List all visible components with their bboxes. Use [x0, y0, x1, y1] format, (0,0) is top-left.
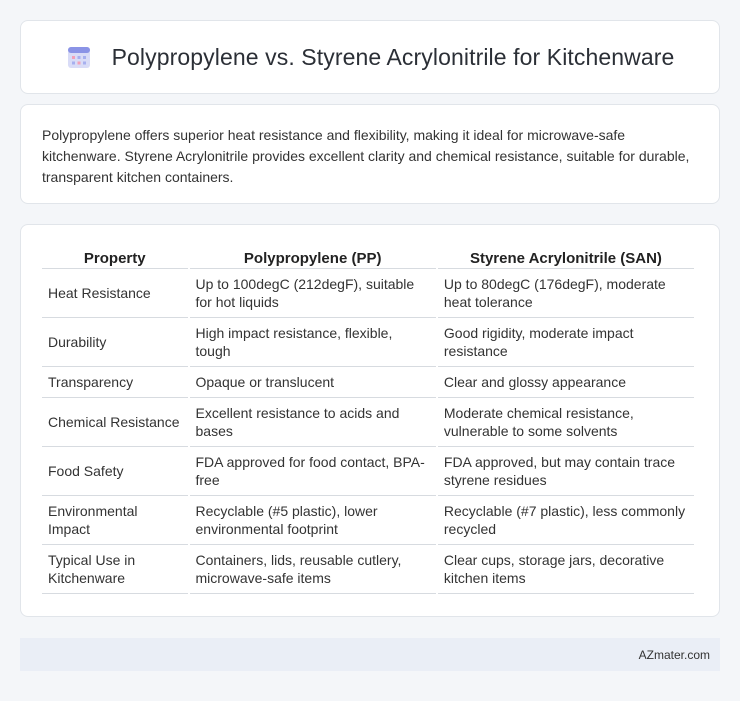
- table-row: [42, 269, 694, 318]
- summary-text: Polypropylene offers superior heat resistance and flexibility, making it ideal for microwave-safe kitchenware. Styrene Acrylonitrile provides excellent clarity and chemical resistance, suitable for durable, transparent kitchen containers.: [42, 127, 690, 185]
- san-cell: Clear cups, storage jars, decorative kitchen items: [438, 545, 694, 594]
- property-cell: Chemical Resistance: [42, 398, 188, 447]
- property-cell: Transparency: [42, 367, 188, 398]
- column-header-pp: Polypropylene (PP): [190, 243, 436, 269]
- header-card: [20, 20, 720, 94]
- pp-cell: High impact resistance, flexible, tough: [190, 318, 436, 367]
- pp-cell: Up to 100degC (212degF), suitable for hot liquids: [190, 269, 436, 318]
- table-row: [42, 318, 694, 367]
- property-cell: Environmental Impact: [42, 496, 188, 545]
- comparison-table: [40, 243, 696, 594]
- pp-cell: Opaque or translucent: [190, 367, 436, 398]
- pp-cell: Containers, lids, reusable cutlery, microwave-safe items: [190, 545, 436, 594]
- property-cell: Durability: [42, 318, 188, 367]
- san-cell: Recyclable (#7 plastic), less commonly recycled: [438, 496, 694, 545]
- column-header-san: Styrene Acrylonitrile (SAN): [438, 243, 694, 269]
- calendar-grid-icon: [66, 44, 92, 70]
- pp-cell: Recyclable (#5 plastic), lower environmental footprint: [190, 496, 436, 545]
- san-cell: Good rigidity, moderate impact resistance: [438, 318, 694, 367]
- table-row: [42, 367, 694, 398]
- footer-brand: AZmater.com: [638, 647, 710, 662]
- table-row: [42, 545, 694, 594]
- property-cell: Heat Resistance: [42, 269, 188, 318]
- summary-card: [20, 104, 720, 204]
- comparison-table-card: [20, 224, 720, 617]
- table-row: [42, 496, 694, 545]
- page-title: Polypropylene vs. Styrene Acrylonitrile for Kitchenware: [111, 43, 675, 70]
- san-cell: Up to 80degC (176degF), moderate heat tolerance: [438, 269, 694, 318]
- san-cell: Moderate chemical resistance, vulnerable to some solvents: [438, 398, 694, 447]
- property-cell: Food Safety: [42, 447, 188, 496]
- column-header-property: Property: [42, 243, 188, 269]
- footer-bar: [20, 638, 720, 671]
- san-cell: Clear and glossy appearance: [438, 367, 694, 398]
- table-row: [42, 398, 694, 447]
- san-cell: FDA approved, but may contain trace styrene residues: [438, 447, 694, 496]
- pp-cell: Excellent resistance to acids and bases: [190, 398, 436, 447]
- property-cell: Typical Use in Kitchenware: [42, 545, 188, 594]
- table-row: [42, 447, 694, 496]
- pp-cell: FDA approved for food contact, BPA-free: [190, 447, 436, 496]
- table-header-row: [42, 243, 694, 269]
